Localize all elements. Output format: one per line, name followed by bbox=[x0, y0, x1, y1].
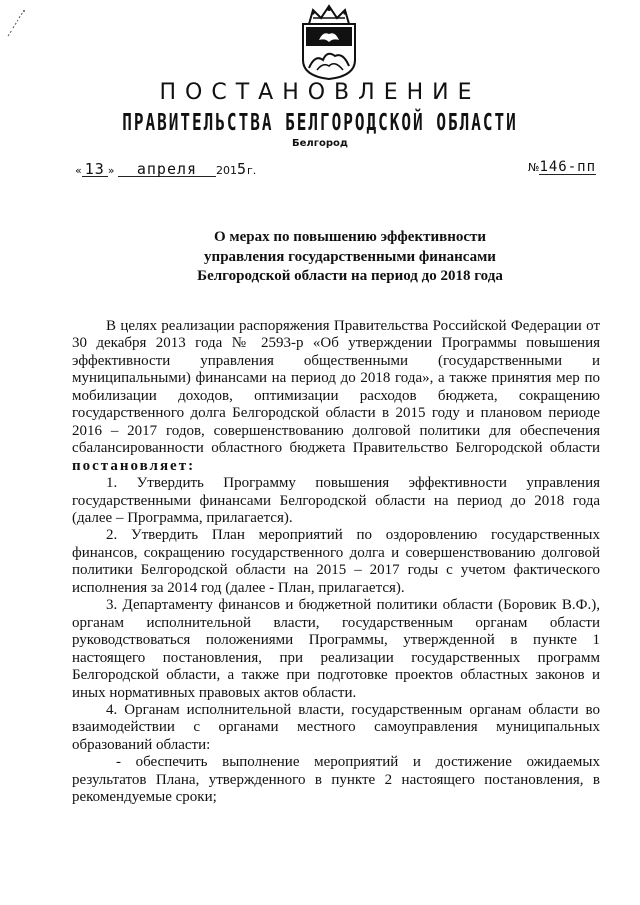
clause-4-bullet-1: - обеспечить выполнение мероприятий и достижение ожидаемых результатов Плана, утвержденного в пункте 2 настоящего постановления, в рекомендуемые сроки; bbox=[72, 754, 600, 806]
date-open-quote: « bbox=[75, 164, 82, 177]
date-year-prefix: 201 bbox=[215, 164, 237, 177]
clause-2: 2. Утвердить План мероприятий по оздоровлению государственных финансов, сокращению государственного долга и совершенствованию долговой политики Белгородской области на 2015 – 2017 годы с учетом фактического исполнения за 2014 год (далее - План, прилагается). bbox=[72, 527, 600, 596]
heading-line-3: Белгородской области на период до 2018 года bbox=[197, 268, 503, 284]
date-day: 13 bbox=[82, 162, 108, 177]
date-year-suffix: г. bbox=[247, 164, 257, 177]
document-type-title: ПОСТАНОВЛЕНИЕ bbox=[159, 80, 481, 105]
date-close-quote: » bbox=[107, 164, 115, 177]
scan-mark bbox=[6, 8, 28, 38]
clause-4: 4. Органам исполнительной власти, государственным органам области во взаимодействии с органами местного самоуправления муниципальных образований области: bbox=[72, 701, 600, 753]
decree-body bbox=[72, 318, 600, 807]
number-sign: № bbox=[528, 161, 540, 174]
clause-3: 3. Департаменту финансов и бюджетной политики области (Боровик В.Ф.), органам исполнительной власти, государственным органам области руководствоваться положениями Программы, утвержденной в пункте 1 настоящего постановления, при реализации государственных программ Белгородской области, а также при подготовке проектов областных законов и иных нормативных правовых актов области. bbox=[72, 597, 600, 701]
heading-line-2: управления государственными финансами bbox=[204, 248, 496, 265]
date-year-digit: 5 bbox=[236, 160, 247, 178]
coat-of-arms-emblem bbox=[297, 4, 361, 80]
number-value: 146-пп bbox=[539, 159, 597, 175]
date-month: апреля bbox=[118, 162, 216, 177]
decree-heading bbox=[100, 228, 600, 287]
document-date bbox=[75, 160, 256, 178]
decree-word: постановляет: bbox=[72, 457, 196, 474]
heading-line-1: О мерах по повышению эффективности bbox=[213, 229, 487, 245]
clause-1: 1. Утвердить Программу повышения эффективности управления государственными финансами Белгородской области на период до 2018 года (далее – Программа, прилагается). bbox=[72, 475, 600, 526]
city-name: Белгород bbox=[292, 138, 348, 149]
issuing-authority: ПРАВИТЕЛЬСТВА БЕЛГОРОДСКОЙ ОБЛАСТИ bbox=[122, 108, 518, 136]
decree-word-paragraph bbox=[72, 458, 600, 475]
preamble-paragraph: В целях реализации распоряжения Правительства Российской Федерации от 30 декабря 2013 года № 2593-р «Об утверждении Программы повышения эффективности управления общественными (государственными и муниципальными) финансами на период до 2018 года», а также принятия мер по мобилизации доходов, оптимизации расходов бюджета, сокращению государственного долга Белгородской области в 2015 году и плановом периоде 2016 – 2017 годов, совершенствованию долговой политики для обеспечения сбалансированности областного бюджета Правительство Белгородской области bbox=[72, 318, 600, 457]
document-number bbox=[528, 160, 596, 175]
